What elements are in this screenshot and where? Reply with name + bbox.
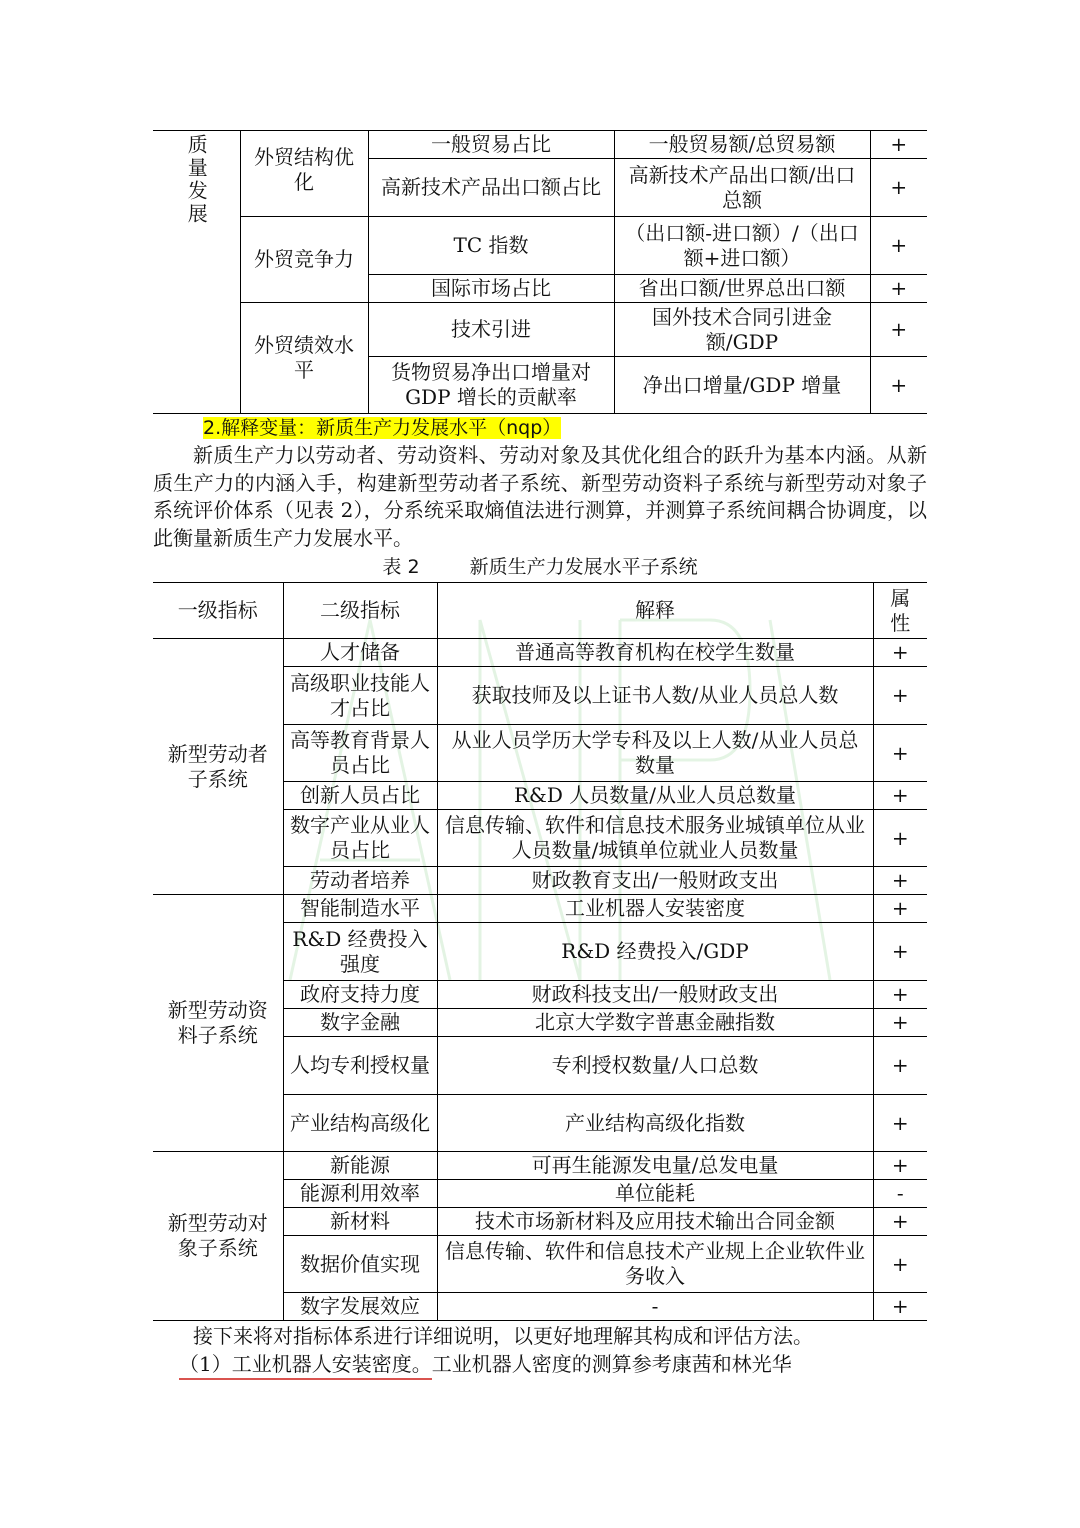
- explain-cell: 工业机器人安装密度: [437, 895, 873, 923]
- explain-cell: R&D 人员数量/从业人员总数量: [437, 782, 873, 810]
- attr-cell: +: [873, 1208, 927, 1236]
- attr-cell: +: [870, 159, 927, 217]
- indicator-cell: 一般贸易占比: [368, 131, 614, 159]
- paragraph-explanation: 接下来将对指标体系进行详细说明，以更好地理解其构成和评估方法。: [193, 1324, 813, 1348]
- attr-cell: +: [873, 1037, 927, 1095]
- section-heading-text: 2.解释变量：新质生产力发展水平（nqp）: [203, 417, 562, 439]
- indicator-cell: TC 指数: [368, 217, 614, 275]
- paragraph-item-1: [153, 1351, 927, 1379]
- explain-cell: 普通高等教育机构在校学生数量: [437, 639, 873, 667]
- paragraph-intro: 新质生产力以劳动者、劳动资料、劳动对象及其优化组合的跃升为基本内涵。从新质生产力的内涵入手，构建新型劳动者子系统、新型劳动资料子系统与新型劳动对象子系统评价体系（见表 2），分系统采取熵值法进行测算，并测算子系统间耦合协调度，以此衡量新质生产力发展水平。: [153, 443, 927, 550]
- attr-cell: +: [873, 981, 927, 1009]
- table-caption-title: 新质生产力发展水平子系统: [469, 556, 698, 578]
- formula-cell: 省出口额/世界总出口额: [614, 275, 870, 303]
- attr-cell: +: [873, 923, 927, 981]
- level1-cell: [153, 131, 240, 414]
- level1-group-cell: 新型劳动者子系统: [153, 639, 283, 895]
- attr-cell: +: [873, 639, 927, 667]
- explain-cell: 可再生能源发电量/总发电量: [437, 1152, 873, 1180]
- attr-cell: +: [870, 303, 927, 357]
- attr-cell: +: [873, 725, 927, 782]
- attr-cell: +: [870, 217, 927, 275]
- indicator-cell: 能源利用效率: [283, 1180, 437, 1208]
- table-caption-number: 表 2: [382, 556, 420, 578]
- attr-cell: +: [873, 1236, 927, 1293]
- header-cell: 一级指标: [153, 583, 283, 639]
- indicator-cell: 劳动者培养: [283, 867, 437, 895]
- attr-cell: +: [873, 1009, 927, 1037]
- explain-cell: 获取技师及以上证书人数/从业人员总人数: [437, 667, 873, 725]
- attr-cell: +: [870, 131, 927, 159]
- attr-cell: +: [870, 275, 927, 303]
- indicator-cell: 人均专利授权量: [283, 1037, 437, 1095]
- indicator-cell: 国际市场占比: [368, 275, 614, 303]
- indicator-cell: 数字发展效应: [283, 1293, 437, 1321]
- item-1-text: 工业机器人密度的测算参考康茜和林光华: [431, 1351, 792, 1376]
- group-cell: 外贸竞争力: [240, 217, 368, 303]
- attr-cell: +: [873, 895, 927, 923]
- indicator-cell: 创新人员占比: [283, 782, 437, 810]
- explain-cell: 产业结构高级化指数: [437, 1095, 873, 1152]
- explain-cell: 技术市场新材料及应用技术输出合同金额: [437, 1208, 873, 1236]
- formula-cell: 高新技术产品出口额/出口总额: [614, 159, 870, 217]
- indicator-cell: 数据价值实现: [283, 1236, 437, 1293]
- explain-cell: -: [437, 1293, 873, 1321]
- indicator-cell: 数字产业从业人员占比: [283, 810, 437, 867]
- level1-label: 质量发展: [184, 134, 209, 226]
- explain-cell: 北京大学数字普惠金融指数: [437, 1009, 873, 1037]
- table-caption: [153, 552, 927, 582]
- attr-cell: +: [873, 1293, 927, 1321]
- explain-cell: 单位能耗: [437, 1180, 873, 1208]
- indicator-cell: 技术引进: [368, 303, 614, 357]
- header-cell: 二级指标: [283, 583, 437, 639]
- indicator-cell: 政府支持力度: [283, 981, 437, 1009]
- attr-cell: +: [873, 1095, 927, 1152]
- attr-cell: +: [873, 782, 927, 810]
- indicator-cell: 新能源: [283, 1152, 437, 1180]
- group-cell: 外贸绩效水平: [240, 303, 368, 414]
- level1-group-cell: 新型劳动对象子系统: [153, 1152, 283, 1321]
- explain-cell: 从业人员学历大学专科及以上人数/从业人员总数量: [437, 725, 873, 782]
- indicator-cell: 产业结构高级化: [283, 1095, 437, 1152]
- explain-cell: R&D 经费投入/GDP: [437, 923, 873, 981]
- explain-cell: 信息传输、软件和信息技术服务业城镇单位从业人员数量/城镇单位就业人员数量: [437, 810, 873, 867]
- indicator-cell: 高新技术产品出口额占比: [368, 159, 614, 217]
- header-cell: 解释: [437, 583, 873, 639]
- formula-cell: 国外技术合同引进金额/GDP: [614, 303, 870, 357]
- indicator-cell: 人才储备: [283, 639, 437, 667]
- indicator-cell: 高级职业技能人才占比: [283, 667, 437, 725]
- group-cell: 外贸结构优化: [240, 131, 368, 217]
- explain-cell: 财政科技支出/一般财政支出: [437, 981, 873, 1009]
- level1-group-cell: 新型劳动资料子系统: [153, 895, 283, 1152]
- item-1-title: （1）工业机器人安装密度。: [179, 1352, 432, 1380]
- indicator-cell: 智能制造水平: [283, 895, 437, 923]
- header-cell: 属性: [873, 583, 927, 639]
- formula-cell: 一般贸易额/总贸易额: [614, 131, 870, 159]
- attr-cell: +: [873, 667, 927, 725]
- indicator-cell: 数字金融: [283, 1009, 437, 1037]
- attr-cell: +: [873, 867, 927, 895]
- formula-cell: （出口额-进口额）/（出口额+进口额）: [614, 217, 870, 275]
- attr-cell: +: [873, 810, 927, 867]
- explain-cell: 专利授权数量/人口总数: [437, 1037, 873, 1095]
- section-heading: [153, 415, 927, 442]
- indicator-cell: 新材料: [283, 1208, 437, 1236]
- subsystem-table: [153, 582, 927, 1321]
- explain-cell: 财政教育支出/一般财政支出: [437, 867, 873, 895]
- attr-cell: +: [870, 357, 927, 414]
- indicator-table-continued: [153, 130, 927, 414]
- formula-cell: 净出口增量/GDP 增量: [614, 357, 870, 414]
- attr-cell: -: [873, 1180, 927, 1208]
- indicator-cell: 货物贸易净出口增量对GDP 增长的贡献率: [368, 357, 614, 414]
- indicator-cell: 高等教育背景人员占比: [283, 725, 437, 782]
- indicator-cell: R&D 经费投入强度: [283, 923, 437, 981]
- document-page: [153, 130, 927, 1378]
- attr-cell: +: [873, 1152, 927, 1180]
- explain-cell: 信息传输、软件和信息技术产业规上企业软件业务收入: [437, 1236, 873, 1293]
